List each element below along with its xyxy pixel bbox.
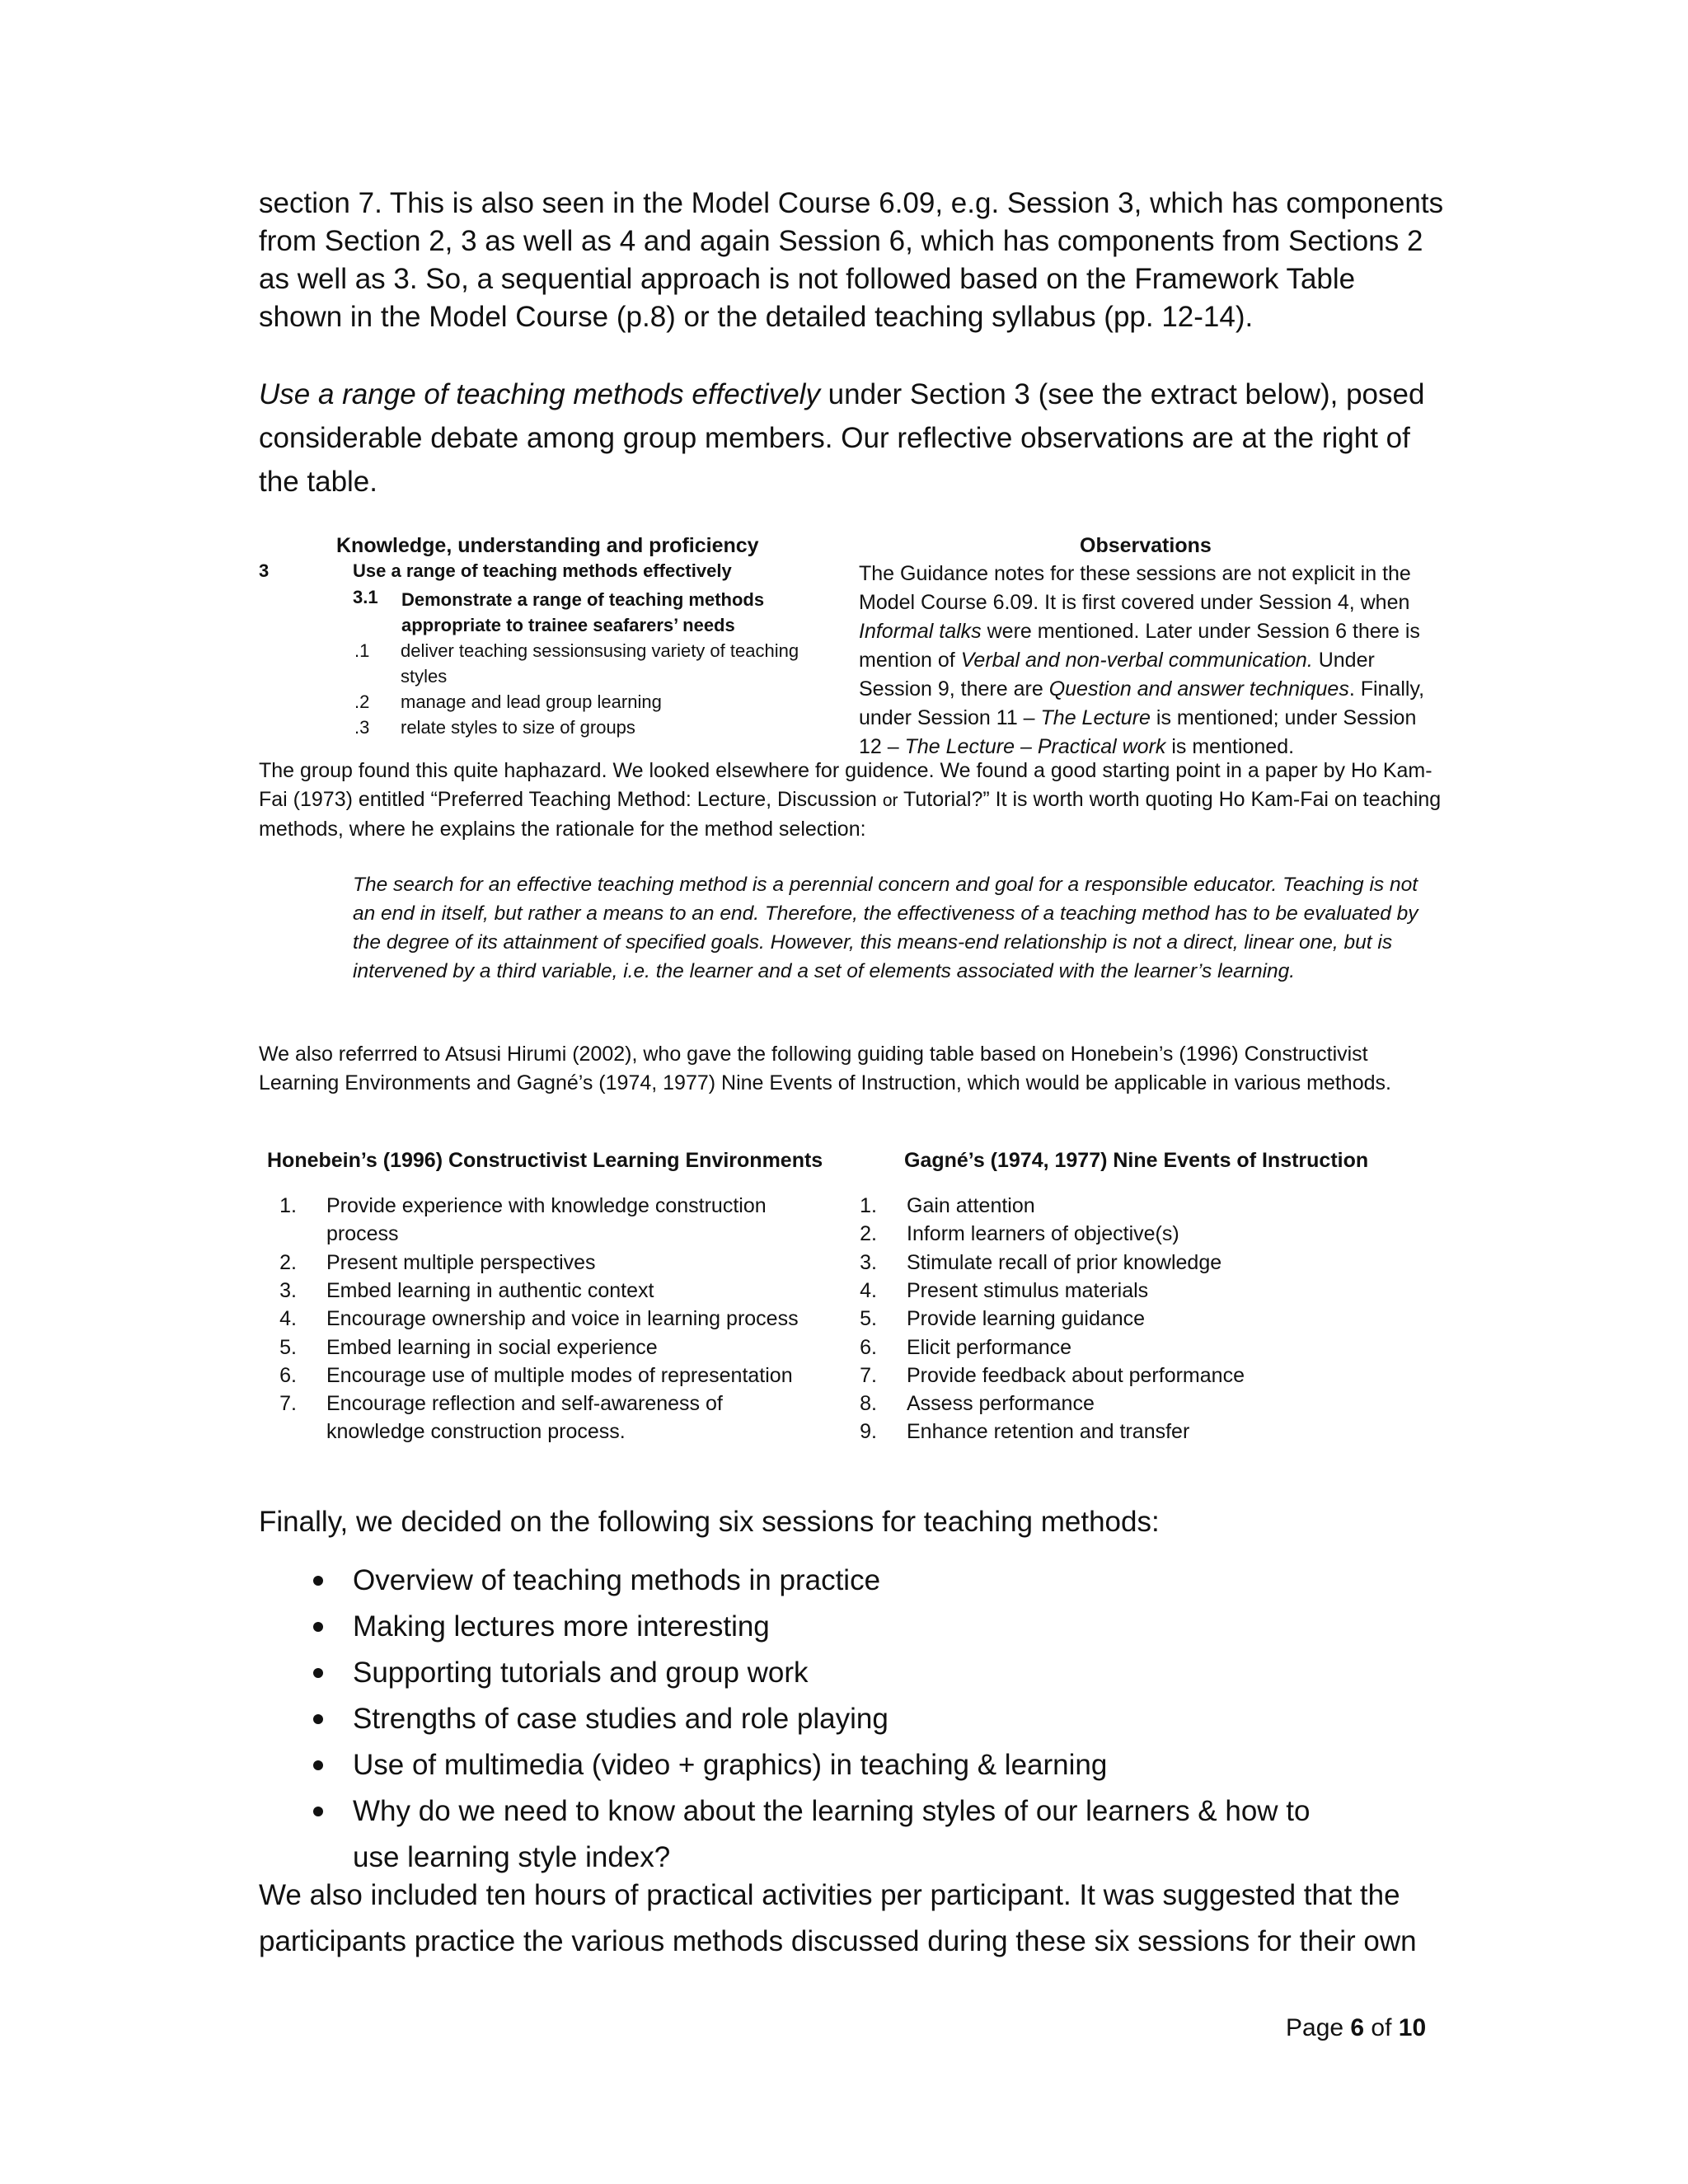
paragraph-section3	[259, 373, 1446, 504]
extract-section-number: 3	[259, 560, 270, 581]
gagne-num: 8.	[860, 1392, 877, 1415]
honebein-num: 2.	[279, 1251, 297, 1274]
paragraph-sessions-intro: Finally, we decided on the following six sessions for teaching methods:	[259, 1506, 1160, 1538]
gagne-num: 4.	[860, 1279, 877, 1302]
honebein-num: 4.	[279, 1307, 297, 1330]
obs-italic: Question and answer techniques	[1048, 677, 1349, 701]
gagne-num: 5.	[860, 1307, 877, 1330]
gagne-item: Assess performance	[907, 1392, 1095, 1415]
obs-italic: Verbal and non-verbal communication.	[960, 649, 1313, 672]
para3-or: or	[882, 791, 898, 810]
total-pages: 10	[1398, 2014, 1427, 2041]
para2-rest: under Section 3 (see the extract below), posed considerable debate among group members. Our reflective observations are at the right of the table.	[259, 378, 1425, 498]
bullet-item: Overview of teaching methods in practice	[353, 1564, 881, 1596]
gagne-item: Enhance retention and transfer	[907, 1420, 1190, 1443]
gagne-item: Gain attention	[907, 1194, 1035, 1217]
obs-text: The Guidance notes for these sessions are not explicit in the Model Course 6.09. It is first covered under Session 4, when	[859, 562, 1411, 614]
gagne-item: Present stimulus materials	[907, 1279, 1149, 1302]
bullet-icon	[310, 1711, 326, 1727]
bullet-item: Making lectures more interesting	[353, 1610, 770, 1643]
obs-text: were mentioned. Later under Session 6 there is mention of	[859, 620, 1420, 672]
extract-sub-title: Demonstrate a range of teaching methods appropriate to trainee seafarers’ needs	[401, 589, 765, 635]
gagne-item: Provide learning guidance	[907, 1307, 1146, 1330]
honebein-item: Provide experience with knowledge construction process	[326, 1194, 767, 1245]
gagne-num: 9.	[860, 1420, 877, 1443]
obs-italic: The Lecture	[1040, 706, 1151, 729]
paragraph-practical: We also included ten hours of practical activities per participant. It was suggested that the participants practice the various methods discussed during these six sessions for their own	[259, 1879, 1417, 1957]
extract-section-title: Use a range of teaching methods effectively	[353, 560, 732, 581]
obs-text: is mentioned.	[1165, 735, 1295, 758]
block-quote: The search for an effective teaching method is a perennial concern and goal for a responsible educator. Teaching is not an end in itself, but rather a means to an end. Therefore, the effectiveness of a teaching method has to be evaluated by the degree of its attainment of specified goals. However, this means-end relationship is not a direct, linear one, but is intervened by a third variable, i.e. the learner and a set of elements associated with the learner’s learning.	[353, 874, 1418, 982]
honebein-item: Present multiple perspectives	[326, 1251, 596, 1274]
bullet-icon	[310, 1619, 326, 1635]
para2-italic: Use a range of teaching methods effectively	[259, 378, 820, 410]
bullet-icon	[310, 1803, 326, 1820]
current-page: 6	[1350, 2014, 1365, 2041]
honebein-title: Honebein’s (1996) Constructivist Learning Environments	[267, 1149, 823, 1172]
para3-text: The group found this quite haphazard. We looked elsewhere for guidence. We found a good starting point in a paper by Ho Kam-Fai (1973) entitled “Preferred Teaching Method: Lecture, Discussion	[259, 759, 1432, 811]
gagne-item: Elicit performance	[907, 1336, 1072, 1359]
extract-item-text: manage and lead group learning	[401, 691, 662, 712]
extract-item-number: .1	[354, 640, 370, 661]
page-word: Page	[1286, 2014, 1351, 2041]
obs-italic: Informal talks	[859, 620, 982, 643]
gagne-num: 1.	[860, 1194, 877, 1217]
obs-text: Under Session 9, there are	[859, 649, 1375, 701]
extract-item-number: .3	[354, 717, 370, 738]
honebein-num: 5.	[279, 1336, 297, 1359]
paragraph-intro: section 7. This is also seen in the Model Course 6.09, e.g. Session 3, which has components from Section 2, 3 as well as 4 and again Session 6, which has components from Sections 2 as well as 3. So, a sequential approach is not followed based on the Framework Table shown in the Model Course (p.8) or the detailed teaching syllabus (pp. 12-14).	[259, 187, 1444, 333]
extract-item-number: .2	[354, 691, 370, 712]
obs-text: is mentioned; under Session 12 –	[859, 706, 1417, 758]
extract-observations-text	[859, 560, 1436, 762]
honebein-item: Encourage reflection and self-awareness of knowledge construction process.	[326, 1392, 723, 1443]
bullet-item: Supporting tutorials and group work	[353, 1657, 809, 1689]
honebein-num: 6.	[279, 1364, 297, 1387]
honebein-item: Encourage use of multiple modes of representation	[326, 1364, 793, 1387]
gagne-item: Stimulate recall of prior knowledge	[907, 1251, 1222, 1274]
extract-item-text: deliver teaching sessionsusing variety of teaching styles	[401, 640, 799, 687]
obs-text: . Finally, under Session 11 –	[859, 677, 1425, 729]
gagne-num: 3.	[860, 1251, 877, 1274]
bullet-icon	[310, 1757, 326, 1774]
bullet-item: Use of multimedia (video + graphics) in teaching & learning	[353, 1749, 1108, 1781]
gagne-num: 7.	[860, 1364, 877, 1387]
extract-sub-number: 3.1	[353, 587, 378, 607]
bullet-icon	[310, 1572, 326, 1589]
honebein-item: Embed learning in social experience	[326, 1336, 658, 1359]
honebein-item: Encourage ownership and voice in learning process	[326, 1307, 799, 1330]
of-word: of	[1364, 2014, 1399, 2041]
paragraph-hirumi: We also referrred to Atsusi Hirumi (2002), who gave the following guiding table based on Honebein’s (1996) Constructivist Learning Environments and Gagné’s (1974, 1977) Nine Events of Instruction, which would be applicable in various methods.	[259, 1043, 1391, 1094]
gagne-num: 6.	[860, 1336, 877, 1359]
extract-knowledge-header: Knowledge, understanding and proficiency	[336, 534, 759, 557]
paragraph-guidance	[259, 757, 1446, 844]
bullet-item: Strengths of case studies and role playing	[353, 1703, 889, 1735]
honebein-num: 7.	[279, 1392, 297, 1415]
page-number	[1286, 2014, 1426, 2042]
para3-text: Tutorial?” It is worth worth quoting Ho Kam-Fai on teaching methods, where he explains the rationale for the method selection:	[259, 788, 1442, 841]
bullet-icon	[310, 1665, 326, 1681]
extract-item-text: relate styles to size of groups	[401, 717, 635, 738]
bullet-item: Why do we need to know about the learning styles of our learners & how to use learning style index?	[353, 1795, 1311, 1873]
extract-observations-header: Observations	[1080, 534, 1212, 557]
gagne-title: Gagné’s (1974, 1977) Nine Events of Instruction	[904, 1149, 1369, 1172]
gagne-item: Provide feedback about performance	[907, 1364, 1245, 1387]
gagne-num: 2.	[860, 1222, 877, 1245]
gagne-item: Inform learners of objective(s)	[907, 1222, 1179, 1245]
obs-italic: The Lecture – Practical work	[904, 735, 1166, 758]
honebein-num: 3.	[279, 1279, 297, 1302]
honebein-num: 1.	[279, 1194, 297, 1217]
honebein-item: Embed learning in authentic context	[326, 1279, 654, 1302]
